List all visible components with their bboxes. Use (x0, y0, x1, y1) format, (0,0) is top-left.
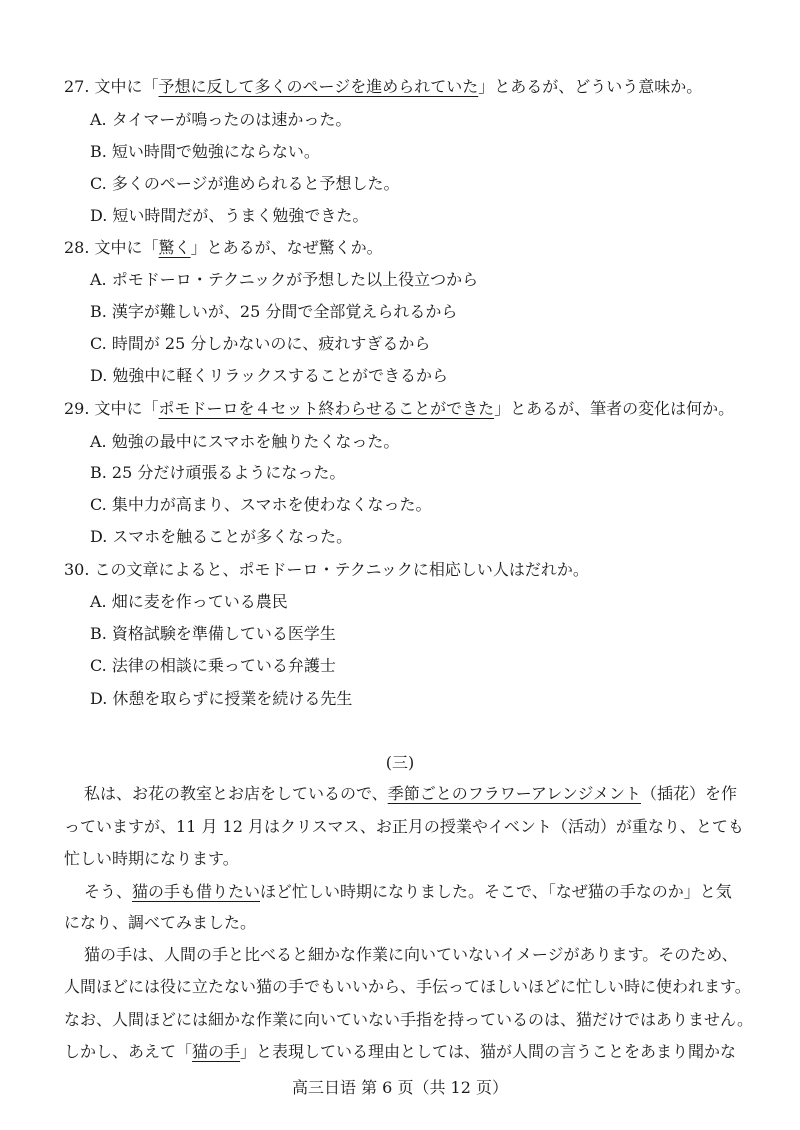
underlined-phrase: 猫の手も借りたい (132, 882, 261, 901)
passage-text: そう、 (84, 882, 133, 901)
option-d: D. 短い時間だが、うまく勉強できた。 (90, 206, 369, 225)
question-stem-prefix: 29. 文中に「 (64, 399, 159, 418)
question-29-stem (64, 399, 734, 419)
question-stem-suffix: 」とあるが、なぜ驚くか。 (190, 238, 383, 257)
passage-text: （插花）を作 (640, 784, 737, 803)
option-d: D. 勉強中に軽くリラックスすることができるから (90, 366, 448, 385)
passage-line (84, 784, 737, 804)
page-footer: 高三日语 第 6 页（共 12 页） (292, 1078, 508, 1097)
option-b: B. 漢字が難しいが、25 分間で全部覚えられるから (90, 302, 458, 321)
passage-text: しかし、あえて「 (64, 1042, 193, 1061)
question-28-stem (64, 238, 383, 258)
option-c: C. 法律の相談に乗っている弁護士 (90, 656, 336, 675)
underlined-phrase: 季節ごとのフラワーアレンジメント (387, 784, 641, 803)
passage-text: ほど忙しい時期になりました。そこで、「なぜ猫の手なのか」と気 (260, 882, 732, 901)
underlined-phrase: 予想に反して多くのページを進められていた (158, 77, 479, 96)
question-27-stem (64, 77, 702, 97)
option-d: D. 休憩を取らずに授業を続ける先生 (90, 689, 353, 708)
passage-line: 人間ほどには役に立たない猫の手でもいいから、手伝ってほしいほどに忙しい時に使われます。 (64, 977, 751, 996)
passage-line: 忙しい時期になります。 (64, 849, 239, 868)
option-d: D. スマホを触ることが多くなった。 (90, 527, 353, 546)
option-c: C. 集中力が高まり、スマホを使わなくなった。 (90, 495, 432, 514)
question-stem-suffix: 」とあるが、どういう意味か。 (478, 77, 703, 96)
option-b: B. 短い時間で勉強にならない。 (90, 142, 320, 161)
question-stem-prefix: 30. この文章によると、ポモドーロ・テクニックに相応しい人はだれか。 (64, 560, 589, 579)
passage-line: 猫の手は、人間の手と比べると細かな作業に向いていないイメージがあります。そのため、 (84, 945, 738, 964)
passage-line: になり、調べてみました。 (64, 913, 257, 932)
passage-line (84, 882, 732, 902)
option-a: A. 勉強の最中にスマホを触りたくなった。 (90, 432, 400, 451)
passage-line: っていますが、11 月 12 月はクリスマス、お正月の授業やイベント（活动）が重なり、とても (64, 817, 744, 836)
option-a: A. 畑に麦を作っている農民 (90, 592, 288, 611)
passage-line (64, 1042, 736, 1062)
question-stem-prefix: 28. 文中に「 (64, 238, 159, 257)
underlined-phrase: 猫の手 (192, 1042, 241, 1061)
passage-text: 私は、お花の教室とお店をしているので、 (84, 784, 388, 803)
section-heading: (三) (385, 753, 415, 772)
option-a: A. ポモドーロ・テクニックが予想した以上役立つから (90, 270, 479, 289)
option-b: B. 資格試験を準備している医学生 (90, 624, 336, 643)
question-stem-suffix: 」とあるが、筆者の変化は何か。 (494, 399, 735, 418)
passage-text: 」と表現している理由としては、猫が人間の言うことをあまり聞かな (240, 1042, 737, 1061)
option-c: C. 多くのページが進められると予想した。 (90, 174, 400, 193)
option-b: B. 25 分だけ頑張るようになった。 (90, 463, 346, 482)
question-stem-prefix: 27. 文中に「 (64, 77, 159, 96)
option-a: A. タイマーが鳴ったのは速かった。 (90, 110, 352, 129)
passage-line: なお、人間ほどには細かな作業に向いていない手指を持っているのは、猫だけではありません。 (64, 1010, 753, 1029)
underlined-phrase: 驚く (158, 238, 191, 257)
underlined-phrase: ポモドーロを４セット終わらせることができた (158, 399, 495, 418)
question-30-stem (64, 560, 589, 580)
option-c: C. 時間が 25 分しかないのに、疲れすぎるから (90, 334, 431, 353)
